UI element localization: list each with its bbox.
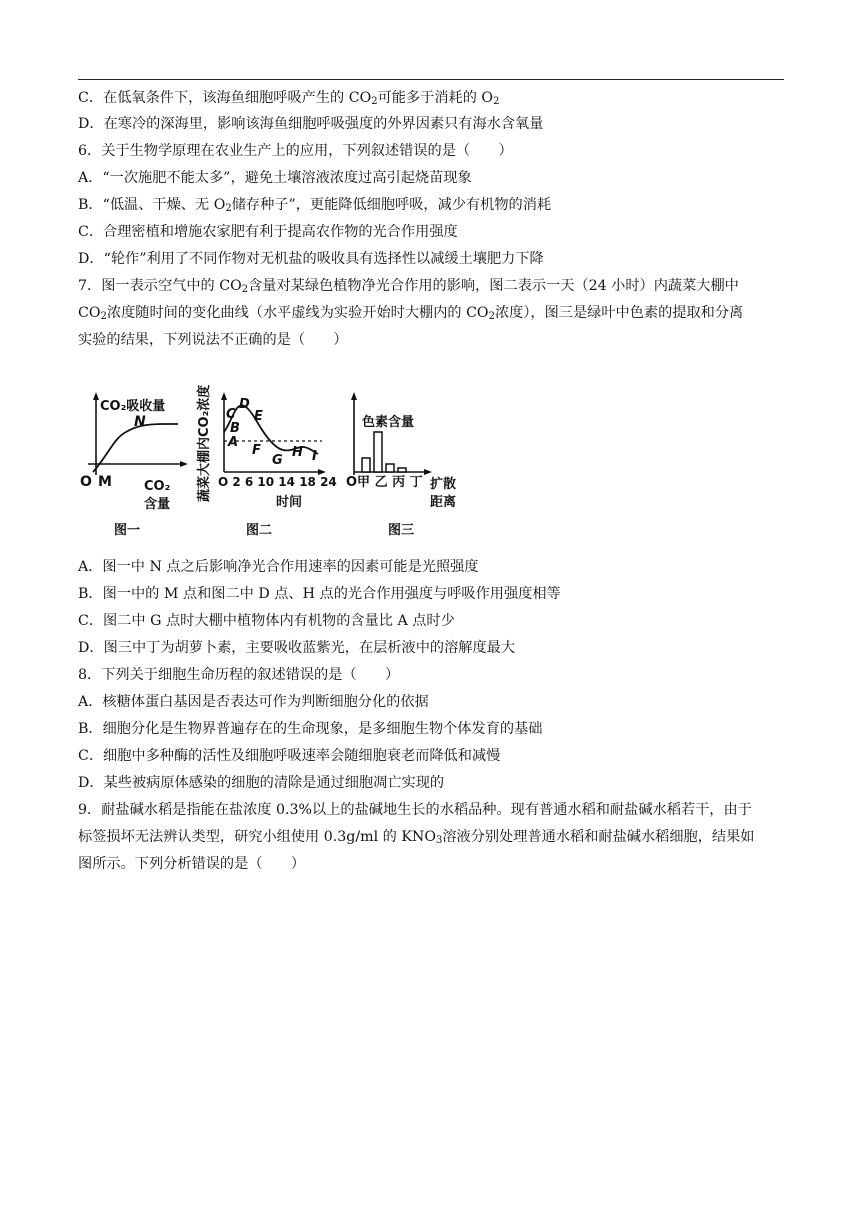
subscript: 2 [371, 96, 378, 107]
text-run: C．在低氧条件下，该海鱼细胞呼吸产生的 CO [78, 90, 372, 106]
fig2-xlabel: 时间 [276, 495, 303, 510]
text-run: 8．下列关于细胞生命历程的叙述错误的是（ ） [78, 667, 400, 683]
fig3-ylabel: 色素含量 [362, 415, 415, 430]
subscript: 2 [493, 96, 500, 107]
fig3-bar-乙 [374, 432, 382, 472]
fig2-point-a: A [228, 435, 239, 450]
text-line [78, 638, 788, 658]
fig3-bar-丙 [386, 464, 394, 472]
text-line [78, 773, 788, 793]
fig3-xlabel-2: 距离 [430, 495, 457, 510]
text-line [78, 827, 788, 847]
text-run: B．“低温、干燥、无 O [78, 197, 226, 213]
text-line [78, 719, 788, 739]
text-run: D．图三中丁为胡萝卜素，主要吸收蓝紫光，在层析液中的溶解度最大 [78, 640, 516, 656]
text-line [78, 746, 788, 766]
figure-two [196, 385, 337, 538]
text-line [78, 114, 788, 134]
fig2-point-i: I [312, 449, 317, 464]
text-run: 图所示。下列分析错误的是（ ） [78, 856, 306, 872]
text-run: D．某些被病原体感染的细胞的清除是通过细胞凋亡实现的 [78, 775, 445, 791]
fig3-bar-甲 [362, 458, 370, 472]
fig1-origin: O [80, 474, 92, 490]
subscript: 2 [241, 284, 249, 295]
text-run: A．核糖体蛋白基因是否表达可作为判断细胞分化的依据 [78, 694, 429, 710]
text-line [78, 854, 788, 874]
fig3-bars [362, 432, 406, 472]
text-run: 储存种子”，更能降低细胞呼吸，减少有机物的消耗 [231, 197, 552, 213]
text-run: D．在寒冷的深海里，影响该海鱼细胞呼吸强度的外界因素只有海水含氧量 [78, 116, 544, 132]
fig2-ylabel: 蔬菜大棚内CO₂浓度 [197, 384, 212, 502]
text-run: 实验的结果，下列说法不正确的是（ ） [78, 332, 348, 348]
fig1-caption: 图一 [114, 523, 141, 538]
text-run: 7．图一表示空气中的 CO [78, 278, 242, 294]
fig1-xlabel-1: CO₂ [144, 479, 171, 494]
figure-three [346, 392, 456, 538]
text-line [78, 222, 788, 242]
text-line [78, 692, 788, 712]
text-line [78, 665, 788, 685]
fig2-point-h: H [292, 445, 303, 460]
text-run: CO [78, 305, 101, 321]
fig2-point-d: D [239, 397, 250, 412]
fig3-bar-丁 [398, 468, 406, 472]
text-run: 浓度），图三是绿叶中色素的提取和分离 [494, 305, 744, 321]
fig3-y-arrow [351, 392, 357, 400]
header-rule [78, 79, 784, 80]
text-run: 9．耐盐碱水稻是指能在盐浓度 0.3%以上的盐碱地生长的水稻品种。现有普通水稻和耐盐碱水稻若干，由于 [78, 802, 752, 818]
fig1-ylabel: CO₂吸收量 [100, 399, 166, 414]
text-run: 标签损坏无法辨认类型，研究小组使用 0.3g/ml 的 KNO [78, 829, 436, 845]
text-run: 溶液分别处理普通水稻和耐盐碱水稻细胞，结果如 [442, 829, 755, 845]
fig2-y-arrow [221, 392, 227, 400]
text-run: 含量对某绿色植物净光合作用的影响，图二表示一天（24 小时）内蔬菜大棚中 [248, 278, 739, 294]
figure-one [80, 392, 188, 538]
subscript: 2 [225, 203, 232, 214]
fig1-x-arrow [180, 461, 188, 467]
text-line [78, 195, 788, 215]
fig1-m-label: M [98, 474, 112, 490]
fig1-y-arrow [93, 392, 99, 400]
text-run: 浓度随时间的变化曲线（水平虚线为实验开始时大棚内的 CO [106, 305, 489, 321]
fig3-caption: 图三 [388, 523, 415, 538]
fig2-point-b: B [230, 421, 240, 436]
text-run: 6．关于生物学原理在农业生产上的应用，下列叙述错误的是（ ） [78, 143, 513, 159]
text-line [78, 249, 788, 269]
text-run: D．“轮作”利用了不同作物对无机盐的吸收具有选择性以减缓土壤肥力下降 [78, 251, 544, 267]
text-run: C．图二中 G 点时大棚中植物体内有机物的含量比 A 点时少 [78, 613, 455, 629]
text-line [78, 800, 788, 820]
fig3-x-arrow [424, 469, 432, 475]
text-run: A．图一中 N 点之后影响净光合作用速率的因素可能是光照强度 [78, 559, 479, 575]
text-line [78, 88, 788, 108]
text-line [78, 276, 788, 296]
fig1-xlabel-2: 含量 [144, 497, 171, 512]
text-line [78, 611, 788, 631]
fig2-point-g: G [272, 453, 283, 468]
text-line [78, 303, 788, 323]
fig2-caption: 图二 [246, 523, 273, 538]
text-line [78, 168, 788, 188]
text-run: C．细胞中多种酶的活性及细胞呼吸速率会随细胞衰老而降低和减慢 [78, 748, 501, 764]
text-line [78, 141, 788, 161]
text-line [78, 330, 788, 350]
subscript: 2 [488, 311, 495, 322]
subscript: 3 [435, 835, 443, 846]
fig1-n-label: N [134, 414, 146, 430]
text-run: B．图一中的 M 点和图二中 D 点、H 点的光合作用强度与呼吸作用强度相等 [78, 586, 561, 602]
text-line [78, 584, 788, 604]
figure-svg [78, 360, 478, 540]
fig3-xlabel-1: 扩散 [430, 477, 457, 492]
fig2-xticks: O 2 6 10 14 18 24 [218, 475, 337, 489]
fig2-point-e: E [254, 409, 263, 424]
text-line [78, 557, 788, 577]
figure-panels [78, 360, 478, 540]
fig2-point-f: F [252, 443, 261, 458]
subscript: 2 [100, 311, 107, 322]
text-run: B．细胞分化是生物界普遍存在的生命现象，是多细胞生物个体发育的基础 [78, 721, 543, 737]
fig2-point-c: C [226, 407, 236, 422]
text-run: 可能多于消耗的 O [377, 90, 494, 106]
fig3-xticks: O甲 乙 丙 丁 [346, 475, 423, 490]
text-run: C．合理密植和增施农家肥有利于提高农作物的光合作用强度 [78, 224, 458, 240]
text-run: A．“一次施肥不能太多”，避免土壤溶液浓度过高引起烧苗现象 [78, 170, 472, 186]
